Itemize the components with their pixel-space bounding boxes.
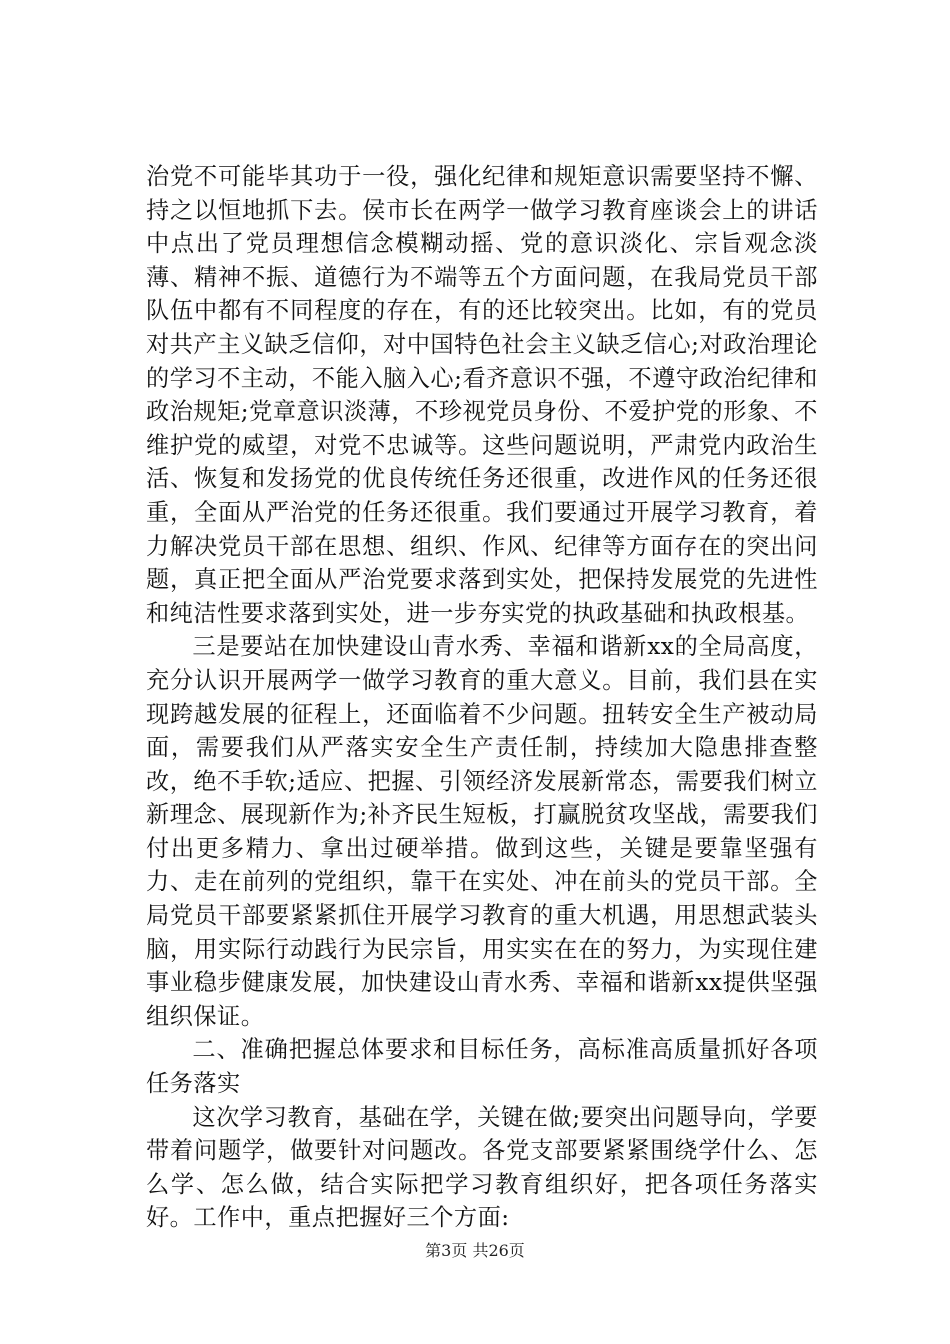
paragraph-study-education: 这次学习教育，基础在学，关键在做;要突出问题导向，学要带着问题学，做要针对问题改。各党支部要紧紧围绕学什么、怎么学、怎么做，结合实际把学习教育组织好，把各项任务落实好。工作中，重点把握好三个方面:	[146, 1103, 818, 1232]
paragraph-continuation: 治党不可能毕其功于一役，强化纪律和规矩意识需要坚持不懈、持之以恒地抓下去。侯市长在两学一做学习教育座谈会上的讲话中点出了党员理想信念模糊动摇、党的意识淡化、宗旨观念淡薄、精神不振、道德行为不端等五个方面问题，在我局党员干部队伍中都有不同程度的存在，有的还比较突出。比如，有的党员对共产主义缺乏信仰，对中国特色社会主义缺乏信心;对政治理论的学习不主动，不能入脑入心;看齐意识不强，不遵守政治纪律和政治规矩;党章意识淡薄，不珍视党员身份、不爱护党的形象、不维护党的威望，对党不忠诚等。这些问题说明，严肃党内政治生活、恢复和发扬党的优良传统任务还很重，改进作风的任务还很重，全面从严治党的任务还很重。我们要通过开展学习教育，着力解决党员干部在思想、组织、作风、纪律等方面存在的突出问题，真正把全面从严治党要求落到实处，把保持发展党的先进性和纯洁性要求落到实处，进一步夯实党的执政基础和执政根基。	[146, 163, 818, 627]
document-body	[146, 160, 818, 1235]
paragraph-point-three: 三是要站在加快建设山青水秀、幸福和谐新xx的全局高度，充分认识开展两学一做学习教育的重大意义。目前，我们县在实现跨越发展的征程上，还面临着不少问题。扭转安全生产被动局面，需要我们从严落实安全生产责任制，持续加大隐患排查整改，绝不手软;适应、把握、引领经济发展新常态，需要我们树立新理念、展现新作为;补齐民生短板，打赢脱贫攻坚战，需要我们付出更多精力、拿出过硬举措。做到这些，关键是要靠坚强有力、走在前列的党组织，靠干在实处、冲在前头的党员干部。全局党员干部要紧紧抓住开展学习教育的重大机遇，用思想武装头脑，用实际行动践行为民宗旨，用实实在在的努力，为实现住建事业稳步健康发展，加快建设山青水秀、幸福和谐新xx提供坚强组织保证。	[146, 633, 818, 1030]
page-number-footer: 第3页 共26页	[425, 1241, 525, 1260]
section-heading-two: 二、准确把握总体要求和目标任务，高标准高质量抓好各项任务落实	[146, 1036, 818, 1098]
